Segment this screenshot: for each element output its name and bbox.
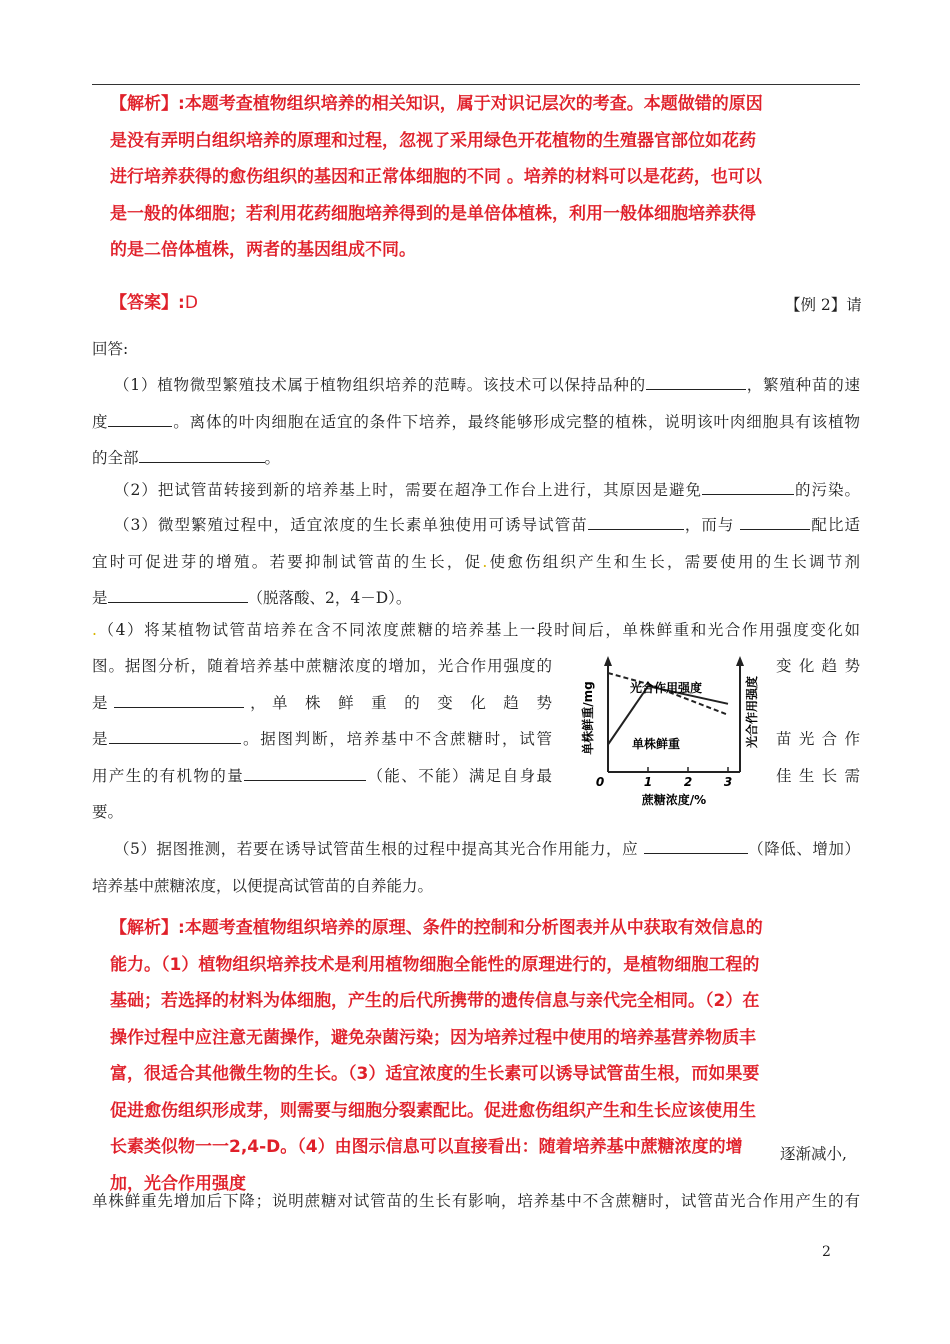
q4-mark: . [92, 621, 97, 639]
y-axis-left-label: 单株鲜重/mg [581, 681, 595, 755]
q3-mark: . [482, 552, 488, 571]
q5-text-c: 培养基中蔗糖浓度，以便提高试管苗的自养能力。 [92, 876, 434, 895]
page-number: 2 [822, 1244, 831, 1260]
q4-blank-2[interactable] [109, 725, 241, 744]
y-axis-right-label: 光合作用强度 [745, 675, 759, 749]
q1-blank-2[interactable] [108, 408, 172, 427]
q5-text-b: （降低、增加） [747, 840, 860, 858]
q5-blank-1[interactable] [644, 835, 748, 854]
analysis-2-continuation [92, 1183, 860, 1220]
series-label-photosynthesis: 光合作用强度 [630, 681, 703, 695]
q2-text-a: （2）把试管苗转接到新的培养基上时，需要在超净工作台上进行，其原因是避免 [114, 481, 703, 499]
q4-text-a: （4）将某植物试管苗培养在含不同浓度蔗糖的培养基上一段时间后，单株鲜重和光合作用强度变化如 [96, 621, 860, 639]
x-tick-label: 1 [643, 775, 653, 789]
analysis-text: 本题考查植物组织培养的相关知识，属于对识记层次的考查。本题做错的原因是没有弄明白组织培养的原理和过程，忽视了采用绿色开花植物的生殖器官部位如花药进行培养获得的愈伤组织的基因和正常体细胞的不同 。培养的材料可以是花药，也可以是一般的体细胞；若利用花药细胞培养得到的是单倍体植株，利用一般体细胞培养获得的是二倍体植株，两者的基因组成不同。 [110, 94, 763, 260]
x-axis-label: 蔗糖浓度/% [641, 793, 707, 807]
header-rule [92, 84, 860, 85]
x-tick-label: 3 [723, 775, 733, 789]
q3-text-f: 是 [92, 589, 108, 607]
question-4-intro [92, 612, 860, 649]
q1-text-e: 的全部 [92, 449, 139, 467]
q3-blank-1[interactable] [588, 511, 684, 530]
sucrose-chart [568, 652, 764, 812]
q3-text-c: 配比适 [810, 516, 860, 534]
analysis-2-text: 本题考查植物组织培养的原理、条件的控制和分析图表并从中获取有效信息的能力。（1）植物组织培养技术是利用植物细胞全能性的原理进行的，是植物细胞工程的基础；若选择的材料为体细胞，产生的后代所携带的遗传信息与亲代完全相同。（2）在操作过程中应注意无菌操作，避免杂菌污染；因为培养过程中使用的培养基营养物质丰富，很适合其他微生物的生长。（3）适宜浓度的生长素可以诱导试管苗生根，而如果要促进愈伤组织形成芽，则需要与细胞分裂素配比。促进愈伤组织产生和生长应该使用生长素类似物一一2,4-D。（4）由图示信息可以直接看出：随着培养基中蔗糖浓度的增加，光合作用强度 [110, 918, 763, 1194]
question-2 [92, 472, 860, 509]
q1-blank-3[interactable] [139, 444, 265, 463]
answer-tag: 【答案】: [110, 293, 185, 313]
q3-text-d: 宜时可促进芽的增殖。若要抑制试管苗的生长，促 [92, 552, 483, 571]
question-5 [92, 831, 860, 904]
q1-blank-1[interactable] [646, 371, 746, 390]
y-axis-right-arrow [736, 656, 744, 666]
q4-text-d2: 。据图判断，培养基中不含蔗糖时，试管 [241, 730, 552, 748]
q3-blank-3[interactable] [108, 584, 248, 603]
q4-text-c: 是 [92, 693, 114, 712]
q2-blank-1[interactable] [702, 476, 794, 495]
analysis-tag: 【解析】: [110, 94, 185, 114]
question-3 [92, 507, 860, 617]
q1-text-c: 度 [92, 412, 109, 431]
q3-text-b: ，而与 [683, 516, 741, 534]
q3-text-e: 使愈伤组织产生和生长，需要使用的生长调节剂 [487, 552, 860, 571]
q3-text-g: （脱落酸、2，4－D）。 [247, 589, 412, 607]
q4-blank-3[interactable] [244, 762, 366, 781]
analysis-2-right: 逐渐减小, [780, 1145, 847, 1163]
q4-right-3: 佳 生 长 需 [776, 767, 860, 785]
q4-text-e2: （能、不能）满足自身最 [366, 766, 552, 785]
x-tick-label: 2 [683, 775, 693, 789]
q4-text-c2: ，单 株 鲜 重 的 变 化 趋 势 [243, 693, 552, 712]
question-4-left [92, 648, 552, 831]
q1-text-f: 。 [264, 449, 281, 467]
analysis-2-tag: 【解析】: [110, 918, 185, 938]
q4-text-b: 图。据图分析，随着培养基中蔗糖浓度的增加，光合作用强度的 [92, 657, 552, 675]
q2-text-b: 的污染。 [794, 481, 860, 499]
q5-text-a: （5）据图推测，若要在诱导试管苗生根的过程中提高其光合作用能力，应 [114, 840, 644, 858]
q3-text-a: （3）微型繁殖过程中，适宜浓度的生长素单独使用可诱导试管苗 [114, 516, 588, 534]
q4-text-f: 要。 [92, 803, 124, 821]
q4-blank-1[interactable] [114, 689, 244, 708]
analysis-2-cont-text: 单株鲜重先增加后下降；说明蔗糖对试管苗的生长有影响，培养基中不含蔗糖时，试管苗光合作用产生的有 [92, 1192, 860, 1210]
analysis-block-1 [110, 86, 770, 269]
analysis-block-2 [110, 910, 764, 1202]
q4-right-1: 变 化 趋 势 [776, 657, 860, 675]
q4-text-d: 是 [92, 730, 110, 748]
q1-text-a: （1）植物微型繁殖技术属于植物组织培养的范畴。该技术可以保持品种的 [114, 376, 646, 394]
y-axis-left-arrow [604, 656, 612, 666]
q4-right-2: 苗 光 合 作 [776, 730, 860, 748]
example-2-tag: 【例 2】请 [785, 296, 862, 314]
q4-text-e: 用产生的有机物的量 [92, 766, 245, 785]
answer-value: D [184, 293, 198, 313]
series-label-fresh-weight: 单株鲜重 [632, 737, 681, 751]
q1-text-b: ，繁殖种苗的速 [745, 376, 860, 394]
q3-blank-2[interactable] [740, 511, 810, 530]
q1-text-d: 。离体的叶肉细胞在适宜的条件下培养，最终能够形成完整的植株，说明该叶肉细胞具有该植物 [172, 412, 860, 431]
x-tick-label: 0 [595, 775, 605, 789]
question-1 [92, 367, 860, 477]
example-2-continuation: 回答: [92, 340, 129, 358]
answer-line [110, 285, 770, 322]
